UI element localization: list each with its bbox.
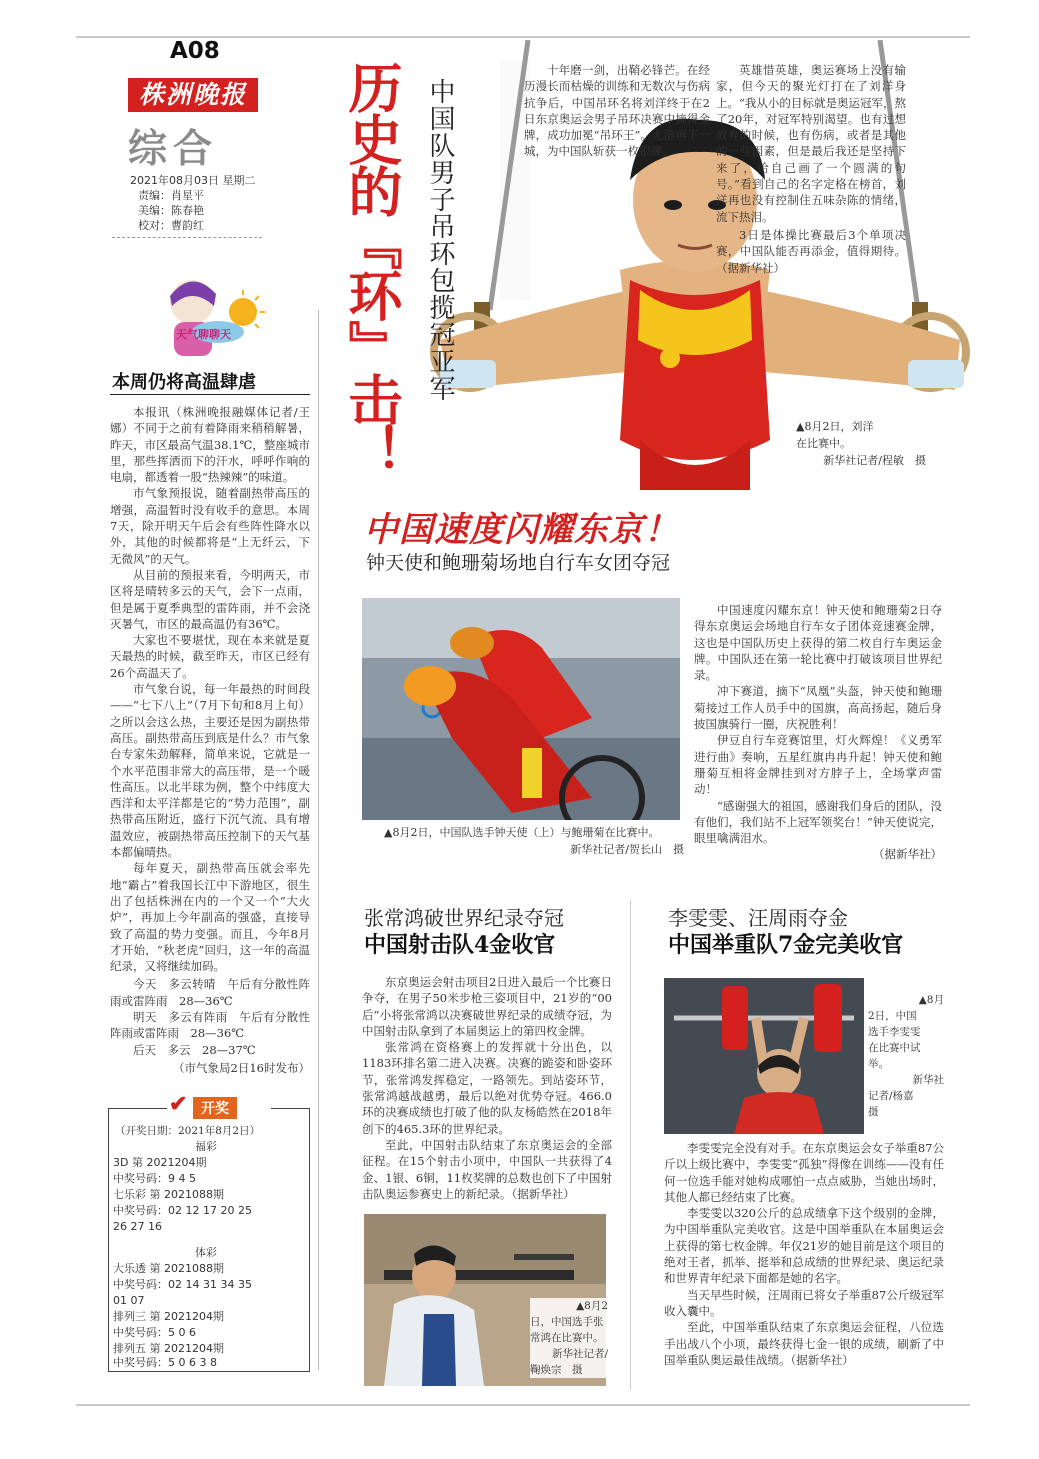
weightlifting-paragraph: 李雯雯完全没有对手。在东京奥运会女子举重87公斤以上级比赛中，李雯雯“孤独”得像在训练——没有任何一位选手能对她构成哪怕一点点威胁，当她出场时，其他人都已经结束了比赛。	[664, 1141, 944, 1204]
caption-line: 新华社	[912, 1074, 944, 1086]
gymnastics-paragraph: 十年磨一剑，出鞘必锋芒。在经历漫长而枯燥的训练和无数次与伤病抗争后，中国吊环名将刘洋终于在2日东京奥运会男子吊环决赛中摘得金牌，成功加冕“吊环王”。尤浩再下一城，为中国队斩获一枚银牌。	[524, 63, 710, 159]
cycling-paragraph: 伊豆自行车竞赛馆里，灯火辉煌！《义勇军进行曲》奏响，五星红旗冉冉升起！钟天使和鲍珊菊互相将金牌挂到对方脖子上，全场掌声雷动！	[694, 733, 942, 797]
caption-line: 举。	[868, 1058, 889, 1070]
caption-line: 选手李雯雯	[868, 1026, 921, 1038]
cycling-article	[694, 602, 942, 863]
weather-title-rule	[110, 394, 310, 395]
weather-paragraph: 大家也不要堪忧，现在本来就是夏天最热的时候，截至昨天，市区已经有26个高温天了。	[110, 633, 310, 680]
forecast-line: 后天 多云 28—37℃	[133, 1042, 256, 1057]
forecast-line: 明天 多云有阵雨 午后有分散性阵雨或雷阵雨 28—36℃	[110, 1009, 310, 1041]
shooting-headline: 中国射击队4金收官	[364, 932, 556, 958]
lottery-line: 排列三 第 2021204期	[113, 1310, 224, 1323]
caption-line: 在比赛中试	[868, 1042, 921, 1054]
weather-title: 本周仍将高温肆虐	[112, 372, 256, 393]
proofreader-credit: 校对：曹韵红	[138, 219, 204, 232]
lottery-badge-label: 开奖	[193, 1097, 237, 1119]
section-name: 综合	[128, 126, 219, 172]
lottery-line: 大乐透 第 2021088期	[113, 1262, 224, 1275]
lottery-group-name: 福彩	[195, 1140, 217, 1153]
cycling-paragraph: 冲下赛道，摘下“凤凰”头盔，钟天使和鲍珊菊接过工作人员手中的国旗，高高扬起，随后身披国旗骑行一圈，庆祝胜利！	[694, 684, 942, 732]
caption-line: 记者/杨嘉	[868, 1090, 914, 1102]
caption-line: 2日，中国	[868, 1010, 917, 1022]
editor-credit: 责编：肖星平	[138, 189, 204, 202]
shooting-article	[362, 974, 612, 1202]
weightlifting-kicker: 李雯雯、汪周雨夺金	[668, 906, 848, 930]
caption-line: ▲8月2日，中国队选手钟天使（上）与鲍珊菊在比赛中。	[384, 826, 660, 839]
weightlifting-caption	[868, 992, 944, 1120]
gymnastics-kicker: 中国队男子吊环包揽冠亚军	[425, 78, 455, 402]
lottery-box	[108, 1091, 310, 1372]
shooting-caption	[530, 1298, 608, 1378]
cycling-headline: 中国速度闪耀东京！	[364, 510, 679, 550]
cycling-paragraph: “感谢强大的祖国，感谢我们身后的团队，没有他们，我们站不上冠军领奖台！”钟天使说完，眼里噙满泪水。	[694, 798, 942, 846]
bottom-rule	[76, 1404, 970, 1406]
caption-line: 鞠焕宗 摄	[530, 1364, 583, 1376]
lottery-line: 中奖号码：9 4 5	[113, 1172, 196, 1185]
cycling-paragraph: 中国速度闪耀东京！钟天使和鲍珊菊2日夺得东京奥运会场地自行车女子团体竞速赛金牌，这也是中国队历史上获得的第二枚自行车奥运金牌。中国队还在第一轮比赛中打破该项目世界纪录。	[694, 603, 942, 683]
caption-line: 新华社记者/贺长山 摄	[570, 843, 684, 856]
lottery-line: 3D 第 2021204期	[113, 1156, 207, 1169]
gymnastics-article-col1	[524, 62, 710, 160]
weightlifting-photo	[664, 978, 864, 1134]
lottery-line: 中奖号码：02 12 17 20 25	[113, 1204, 252, 1217]
page-number: A08	[170, 38, 220, 64]
gymnastics-paragraph: 3日是体操比赛最后3个单项决赛，中国队能否再添金，值得期待。（据新华社）	[716, 227, 906, 275]
weather-paragraph: 每年夏天，副热带高压就会率先地“霸占”着我国长江中下游地区，很生出了包括株洲在内的一个又一个“大火炉”，再加上今年副高的强盛，直接导致了高温的势力变强。而且，今年8月才开始，“秋老虎”回归，这一年的高温纪录，又将继续加码。	[110, 861, 310, 974]
caption-line: 新华社记者/	[551, 1348, 608, 1360]
forecast-line: 今天 多云转晴 午后有分散性阵雨或雷阵雨 28—36℃	[110, 977, 310, 1008]
cycling-caption	[384, 824, 684, 858]
lower-column-divider	[630, 900, 631, 1390]
weather-paragraph: 市气象预报说，随着副热带高压的增强，高温暂时没有收手的意思。本周7天，除开明天午后会有些阵性降水以外，其他的时候都将是“上无纤云，下无微风”的天气。	[110, 486, 310, 566]
caption-line: ▲8月2日，刘洋	[796, 420, 874, 433]
gymnastics-article-col2	[716, 62, 906, 276]
weightlifting-headline: 中国举重队7金完美收官	[668, 932, 904, 958]
issue-date: 2021年08月03日 星期二	[130, 174, 256, 187]
lottery-line: 排列五 第 2021204期	[113, 1342, 224, 1355]
weightlifter-illustration	[664, 978, 864, 1134]
shooting-paragraph: 东京奥运会射击项目2日进入最后一个比赛日争夺，在男子50米步枪三姿项目中，21岁的“00后”小将张常鸿以决赛破世界纪录的成绩夺冠，为中国射击队拿到了本届奥运上的第四枚金牌。	[362, 975, 612, 1038]
weightlifting-paragraph: 当天早些时候，汪周雨已将女子举重87公斤级冠军收入囊中。	[664, 1287, 944, 1318]
gymnastics-caption	[796, 418, 926, 469]
gymnastics-headline: 历史的『环』击！	[340, 60, 404, 476]
weather-paragraph: 市气象台说，每一年最热的时间段——“七下八上”（7月下旬和8月上旬）之所以会这么热，主要还是因为副热带高压。副热带高压到底是什么？市气象台专家朱劲解释，简单来说，它就是一个水平范围非常大的高压带，是一个暖性高压。以北半球为例，整个中纬度大西洋和太平洋都是它的“势力范围”，副热带高压附近，盛行下沉气流、具有增温效应，被副热带高压控制下的天气基本都偏晴热。	[110, 682, 310, 860]
cycling-subhead: 钟天使和鲍珊菊场地自行车女团夺冠	[366, 552, 671, 574]
lottery-line: 七乐彩 第 2021088期	[113, 1188, 224, 1201]
caption-line: ▲8月2	[576, 1300, 608, 1312]
masthead-rule	[112, 237, 262, 238]
weather-badge-label: 天气聊聊天	[176, 328, 231, 341]
newspaper-logo: 株洲晚报	[128, 78, 258, 112]
column-divider	[318, 310, 319, 1370]
lottery-line: 中奖号码：5 0 6	[113, 1326, 196, 1339]
lottery-date: （开奖日期：2021年8月2日）	[115, 1125, 261, 1137]
lottery-group-name: 体彩	[195, 1246, 217, 1259]
cyclists-illustration	[362, 598, 680, 820]
lottery-badge	[167, 1091, 271, 1119]
weather-paragraph: 本报讯（株洲晚报融媒体记者/王娜）不同于之前有着降雨来稍稍解暑，昨天，市区最高气温38.1℃，整座城市里，那些挥洒而下的汗水，呼呼作响的电扇，都透着一股“热辣辣”的味道。	[110, 405, 310, 485]
art-editor-credit: 美编：陈春艳	[138, 204, 204, 217]
weightlifting-paragraph: 至此，中国举重队结束了东京奥运会征程，八位选手出战八个小项，最终获得七金一银的成绩，刷新了中国举重队奥运最佳战绩。（据新华社）	[664, 1320, 944, 1367]
weather-paragraph: 从目前的预报来看，今明两天，市区将是晴转多云的天气，会下一点雨，但是属于夏季典型的雷阵雨，并不会浇灭暑气，市区的最高温仍有36℃。	[110, 567, 310, 631]
cycling-photo	[362, 598, 680, 820]
lottery-line: 中奖号码：02 14 31 34 35	[113, 1278, 252, 1291]
lottery-line: 中奖号码：5 0 6 3 8	[113, 1356, 217, 1369]
forecast-source: （市气象局2日16时发布）	[173, 1060, 310, 1075]
shooting-kicker: 张常鸿破世界纪录夺冠	[364, 906, 564, 930]
weather-body	[110, 404, 310, 1076]
caption-line: 在比赛中。	[796, 437, 851, 450]
weightlifting-article	[664, 1140, 944, 1368]
caption-line: 日，中国选手张	[530, 1316, 604, 1328]
lottery-line: 26 27 16	[113, 1220, 162, 1233]
gymnastics-paragraph: 英雄惜英雄，奥运赛场上没有输家，但今天的聚光灯打在了刘洋身上。“我从小的目标就是奥运冠军，熬了20年，对冠军特别渴望。也有过想放弃的时候，也有伤病，或者是其他的一些因素，但是最后我还是坚持下来了，给自己画了一个圆满的句号。”看到自己的名字定格在榜首，刘洋再也没有控制住五味杂陈的情绪，流下热泪。	[716, 63, 906, 224]
lottery-line: 01 07	[113, 1294, 145, 1307]
caption-line: 常鸿在比赛中。	[530, 1332, 604, 1344]
shooting-paragraph: 张常鸿在资格赛上的发挥就十分出色，以1183环排名第二进入决赛。决赛的跪姿和卧姿环节，张常鸿发挥稳定，一路领先。到站姿环节，张常鸿越战越勇，最后以绝对优势夺冠。466.0环的决赛成绩也打破了他的队友杨皓然在2018年创下的465.3环的世界纪录。	[362, 1040, 612, 1136]
caption-line: 新华社记者/程敏 摄	[823, 454, 926, 467]
caption-line: ▲8月	[918, 994, 944, 1006]
weather-column-badge	[148, 270, 266, 362]
weightlifting-paragraph: 李雯雯以320公斤的总成绩拿下这个级别的金牌，为中国举重队完美收官。这是中国举重队在本届奥运会上获得的第七枚金牌。年仅21岁的她目前是这个项目的绝对王者，抓举、挺举和总成绩的世界纪录、奥运纪录和世界青年纪录下面都是她的名字。	[664, 1206, 944, 1286]
shooting-paragraph: 至此，中国射击队结束了东京奥运会的全部征程。在15个射击小项中，中国队一共获得了4金、1银、6铜，11枚奖牌的总数也创下了中国射击队奥运参赛史上的新纪录。（据新华社）	[362, 1137, 612, 1201]
weather-mascot-icon	[148, 270, 266, 362]
checkmark-icon: ✔	[169, 1091, 188, 1117]
caption-line: 摄	[868, 1106, 879, 1118]
cycling-source: （据新华社）	[873, 847, 942, 862]
